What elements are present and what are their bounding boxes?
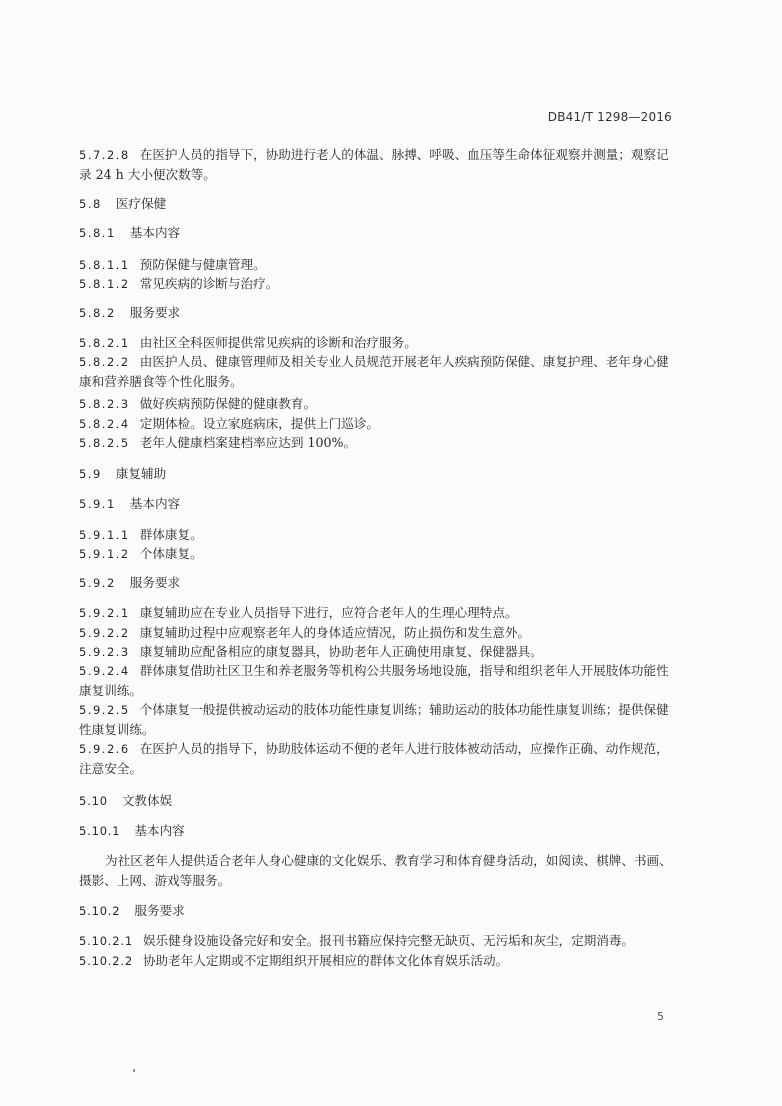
clause-text: 个体康复。	[139, 546, 203, 561]
clause-5-9-2-5	[79, 700, 677, 740]
clause-5-9-2-2	[79, 623, 677, 643]
clause-number: 5.8.1.1	[79, 258, 130, 272]
clause-number: 5.9.2.6	[79, 742, 130, 756]
section-number: 5.8.2	[79, 306, 116, 320]
clause-number: 5.10.2.1	[79, 934, 133, 948]
clause-text: 群体康复。	[139, 527, 203, 542]
clause-text: 在医护人员的指导下，协助进行老人的体温、脉搏、呼吸、血压等生命体征观察并测量；观察记录 24 h 大小便次数等。	[79, 147, 669, 182]
clause-number: 5.7.2.8	[79, 148, 130, 162]
scan-speck	[133, 1069, 135, 1072]
clause-number: 5.8.2.5	[79, 436, 130, 450]
clause-text: 在医护人员的指导下，协助肢体运动不便的老年人进行肢体被动活动，应操作正确、动作规范，注意安全。	[79, 741, 669, 776]
clause-text: 群体康复借助社区卫生和养老服务等机构公共服务场地设施，指导和组织老年人开展肢体功能性康复训练。	[79, 663, 669, 698]
section-number: 5.8.1	[79, 226, 116, 240]
paragraph-5-10-1-body	[79, 851, 677, 891]
clause-5-9-2-6	[79, 739, 677, 779]
section-title: 服务要求	[134, 903, 185, 918]
clause-5-9-2-3	[79, 642, 677, 662]
clause-5-8-2-3	[79, 394, 677, 414]
clause-number: 5.9.2.4	[79, 664, 130, 678]
clause-5-7-2-8	[79, 145, 677, 185]
clause-number: 5.9.2.1	[79, 606, 130, 620]
subsection-heading-5-10-1	[79, 821, 677, 841]
clause-number: 5.9.2.5	[79, 703, 130, 717]
section-title: 医疗保健	[115, 196, 167, 211]
section-number: 5.10.1	[79, 824, 121, 838]
subsection-heading-5-8-1	[79, 223, 677, 243]
clause-number: 5.9.2.3	[79, 645, 130, 659]
clause-5-9-2-1	[79, 603, 677, 623]
section-title: 基本内容	[134, 823, 185, 838]
section-heading-5-10	[79, 791, 677, 811]
section-title: 康复辅助	[115, 466, 167, 481]
clause-text: 老年人健康档案建档率应达到 100%。	[139, 435, 357, 450]
section-number: 5.9.2	[79, 576, 116, 590]
page-number: 5	[657, 1010, 664, 1023]
section-title: 服务要求	[129, 575, 181, 590]
document-code: DB41/T 1298—2016	[547, 110, 672, 124]
clause-5-9-1-2	[79, 544, 677, 564]
clause-5-9-1-1	[79, 525, 677, 545]
clause-5-10-2-2	[79, 951, 677, 971]
clause-number: 5.8.2.2	[79, 355, 130, 369]
section-number: 5.9	[79, 467, 102, 481]
clause-text: 定期体检。设立家庭病床，提供上门巡诊。	[139, 416, 380, 431]
clause-5-8-2-1	[79, 333, 677, 353]
clause-text: 娱乐健身设施设备完好和安全。报刊书籍应保持完整无缺页、无污垢和灰尘，定期消毒。	[142, 933, 635, 948]
clause-number: 5.8.2.1	[79, 336, 130, 350]
section-title: 基本内容	[129, 496, 181, 511]
subsection-heading-5-8-2	[79, 303, 677, 323]
section-number: 5.9.1	[79, 497, 116, 511]
clause-number: 5.9.1.1	[79, 528, 130, 542]
section-heading-5-8	[79, 194, 677, 214]
clause-5-8-2-4	[79, 414, 677, 434]
clause-number: 5.9.1.2	[79, 547, 130, 561]
subsection-heading-5-9-2	[79, 573, 677, 593]
paragraph-text: 为社区老年人提供适合老年人身心健康的文化娱乐、教育学习和体育健身活动，如阅读、棋牌、书画、摄影、上网、游戏等服务。	[79, 853, 672, 888]
section-number: 5.10	[79, 794, 108, 808]
clause-text: 由社区全科医师提供常见疾病的诊断和治疗服务。	[139, 335, 417, 350]
clause-text: 个体康复一般提供被动运动的肢体功能性康复训练；辅助运动的肢体功能性康复训练；提供保健性康复训练。	[79, 702, 669, 737]
subsection-heading-5-10-2	[79, 901, 677, 921]
clause-number: 5.10.2.2	[79, 954, 133, 968]
section-number: 5.8	[79, 197, 102, 211]
clause-5-8-1-2	[79, 274, 677, 294]
clause-text: 协助老年人定期或不定期组织开展相应的群体文化体育娱乐活动。	[142, 953, 509, 968]
section-number: 5.10.2	[79, 904, 121, 918]
clause-text: 康复辅助应配备相应的康复器具，协助老年人正确使用康复、保健器具。	[139, 644, 543, 659]
subsection-heading-5-9-1	[79, 494, 677, 514]
clause-text: 由医护人员、健康管理师及相关专业人员规范开展老年人疾病预防保健、康复护理、老年身心健康和营养膳食等个性化服务。	[79, 354, 669, 389]
clause-5-8-2-5	[79, 433, 677, 453]
clause-5-10-2-1	[79, 931, 677, 951]
clause-5-9-2-4	[79, 661, 677, 701]
clause-text: 做好疾病预防保健的健康教育。	[139, 396, 317, 411]
clause-number: 5.8.1.2	[79, 277, 130, 291]
clause-text: 康复辅助过程中应观察老年人的身体适应情况，防止损伤和发生意外。	[139, 625, 531, 640]
clause-number: 5.9.2.2	[79, 626, 130, 640]
section-title: 基本内容	[129, 225, 181, 240]
section-title: 服务要求	[129, 305, 181, 320]
clause-text: 常见疾病的诊断与治疗。	[139, 276, 279, 291]
section-title: 文教体娱	[121, 793, 173, 808]
clause-text: 预防保健与健康管理。	[139, 257, 266, 272]
clause-number: 5.8.2.4	[79, 417, 130, 431]
clause-text: 康复辅助应在专业人员指导下进行，应符合老年人的生理心理特点。	[139, 605, 518, 620]
clause-number: 5.8.2.3	[79, 397, 130, 411]
section-heading-5-9	[79, 464, 677, 484]
clause-5-8-2-2	[79, 352, 677, 392]
clause-5-8-1-1	[79, 255, 677, 275]
